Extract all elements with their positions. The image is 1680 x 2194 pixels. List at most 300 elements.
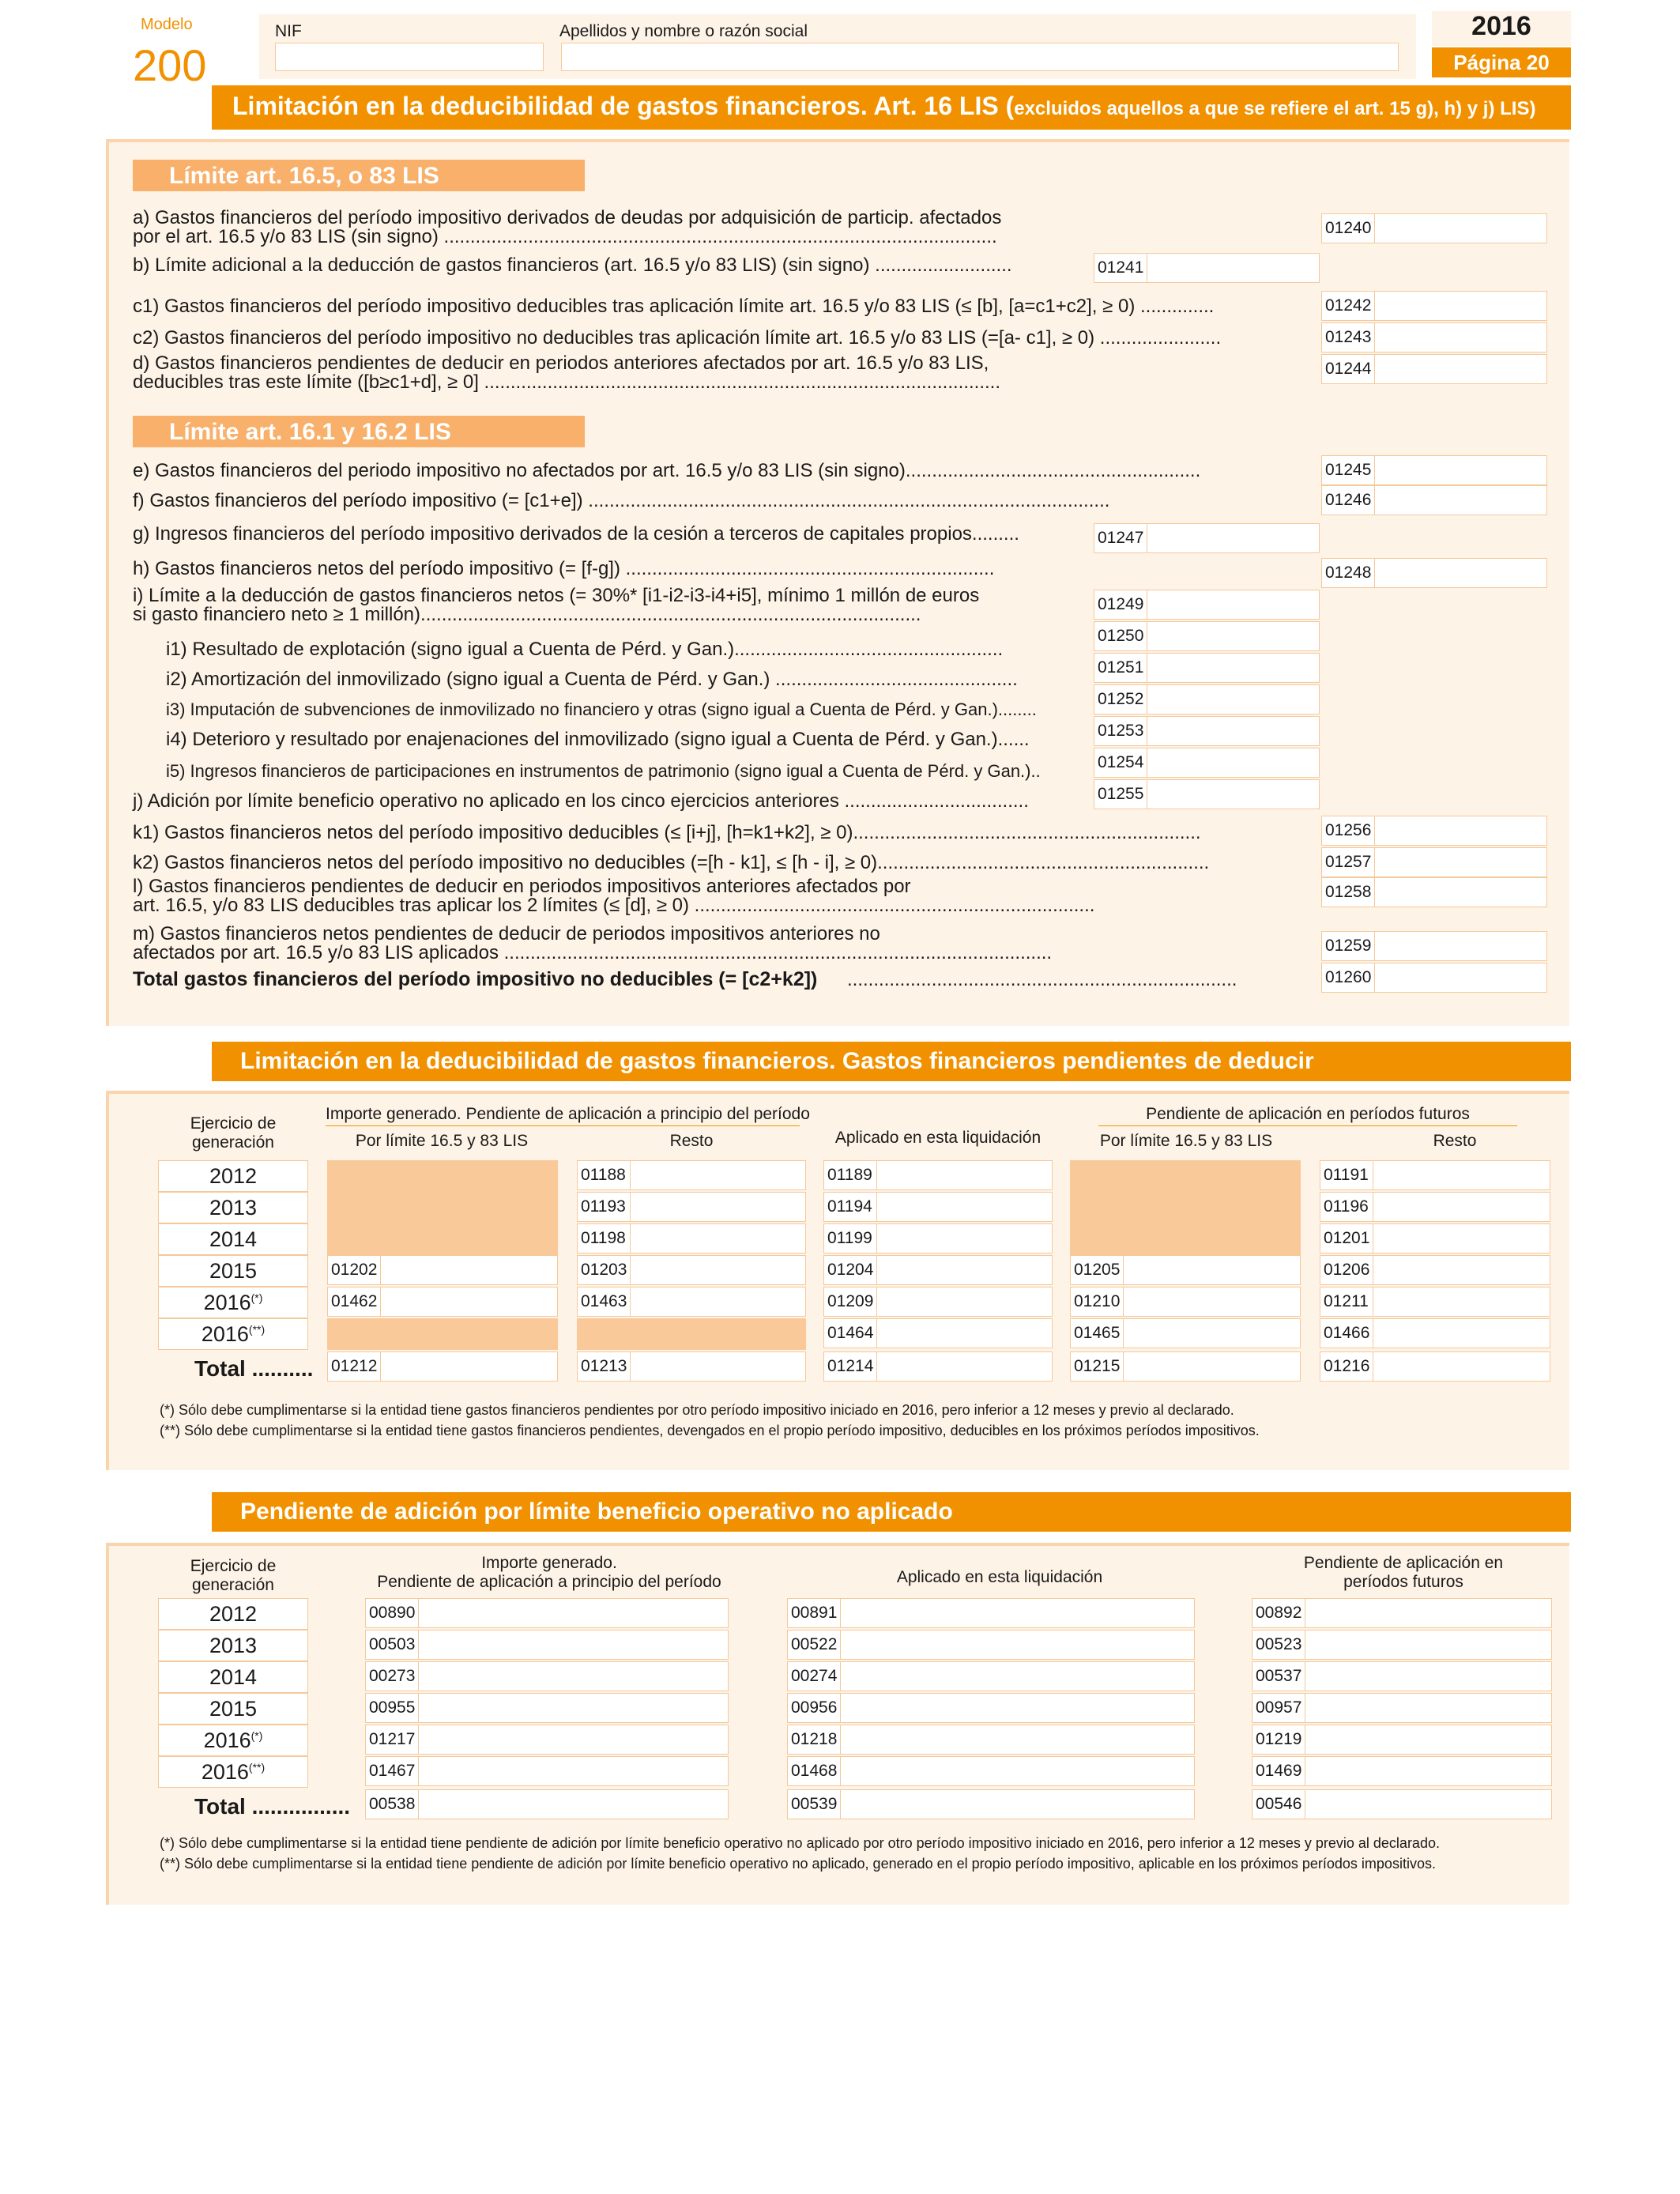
year-value: 2012 [209,1164,258,1188]
field-01214[interactable] [823,1351,1053,1382]
code-01465: 01465 [1074,1324,1121,1342]
code-01469: 01469 [1256,1762,1302,1780]
s3-generacion-header: generación [192,1576,274,1594]
field-00539[interactable] [787,1789,1195,1819]
row-label-d1: d) Gastos financieros pendientes de deducir en periodos anteriores afectados por art. 16.5 y/o 83 LIS, [133,352,989,374]
section3-title: Pendiente de adición por límite beneficio operativo no aplicado [240,1498,953,1525]
code-01216: 01216 [1324,1357,1370,1375]
value-cell[interactable] [1373,1352,1550,1381]
s3-total-label: Total ................ [194,1794,351,1819]
value-cell[interactable] [418,1630,728,1659]
code-01260: 01260 [1325,968,1372,986]
code-01198: 01198 [581,1229,626,1247]
field-00955[interactable] [365,1693,729,1723]
row-label-k1: k1) Gastos financieros netos del período impositivo deducibles (≤ [i+j], [h=k1+k2], ≥ 0).................................................................. [133,822,1201,843]
row-label-total-dots: .......................................................................... [847,969,1237,990]
year-value: 2015 [209,1697,258,1721]
row-label-ii1: i1) Resultado de explotación (signo igual a Cuenta de Pérd. y Gan.)................................................... [166,639,1004,660]
field-01465[interactable] [1070,1318,1301,1348]
field-01198[interactable] [577,1223,806,1253]
s2-importe-rule [326,1125,800,1126]
value-cell[interactable] [840,1694,1194,1722]
nif-label: NIF [275,22,302,40]
code-01462: 01462 [331,1292,378,1310]
name-input[interactable] [561,43,1399,71]
value-cell[interactable] [1147,590,1319,619]
year-mark: (*) [250,1729,263,1742]
value-cell[interactable] [1373,1287,1550,1316]
code-01206: 01206 [1324,1261,1370,1279]
field-00538[interactable] [365,1789,729,1819]
field-01245[interactable] [1321,455,1547,485]
code-01245: 01245 [1325,461,1372,479]
s3-ejercicio-header: Ejercicio de [190,1557,277,1575]
s3-note-1: (*) Sólo debe cumplimentarse si la entidad tiene pendiente de adición por límite beneficio operativo no aplicado por otro período impositivo iniciado en 2016, pero inferior a 12 meses y previo al declarado. [160,1835,1440,1851]
name-label: Apellidos y nombre o razón social [559,22,808,40]
s2-pendiente-header: Pendiente de aplicación en períodos futuros [1146,1105,1470,1123]
code-01205: 01205 [1074,1261,1121,1279]
code-01466: 01466 [1324,1324,1370,1342]
code-01242: 01242 [1325,296,1372,315]
year-mark: (*) [250,1291,263,1304]
code-01213: 01213 [581,1357,627,1375]
value-cell[interactable] [1147,685,1319,714]
s2-importe-header: Importe generado. Pendiente de aplicación a principio del período [326,1105,810,1123]
value-cell[interactable] [630,1256,805,1284]
value-cell[interactable] [876,1352,1052,1381]
code-01210: 01210 [1074,1292,1121,1310]
field-01467[interactable] [365,1756,729,1786]
row-label-total: Total gastos financieros del período impositivo no deducibles (= [c2+k2]) [133,968,818,990]
code-00892: 00892 [1256,1604,1302,1622]
code-00956: 00956 [791,1698,838,1717]
row-label-l1: l) Gastos financieros pendientes de deducir en periodos impositivos anteriores afectados por [133,876,911,897]
field-01248[interactable] [1321,558,1547,588]
row-label-g: g) Ingresos financieros del período impositivo derivados de la cesión a terceros de capitales propios......... [133,523,1019,545]
year-value: 2015 [209,1259,258,1283]
field-01216[interactable] [1320,1351,1550,1382]
value-cell[interactable] [1147,254,1319,282]
code-01240: 01240 [1325,219,1372,237]
code-01196: 01196 [1324,1197,1369,1216]
year-value: 2014 [209,1227,258,1251]
field-01209[interactable] [823,1287,1053,1317]
code-01254: 01254 [1098,753,1144,771]
field-01241[interactable] [1094,253,1320,283]
value-cell[interactable] [1373,1161,1550,1189]
section2-title: Limitación en la deducibilidad de gastos financieros. Gastos financieros pendientes de deducir [240,1048,1314,1074]
s2-shade-limite-2016 [327,1318,558,1350]
row-label-l2: art. 16.5, y/o 83 LIS deducibles tras aplicar los 2 límites (≤ [d], ≥ 0) ............................................................................ [133,895,1095,916]
s2-generacion-header: generación [192,1133,274,1152]
section1-title: Limitación en la deducibilidad de gastos financieros. Art. 16 LIS ( [232,92,1015,120]
field-01254[interactable] [1094,748,1320,778]
field-01251[interactable] [1094,653,1320,683]
code-01215: 01215 [1074,1357,1121,1375]
value-cell[interactable] [1123,1319,1300,1348]
code-01249: 01249 [1098,595,1144,613]
value-cell[interactable] [1123,1352,1300,1381]
value-cell[interactable] [1305,1725,1551,1754]
value-cell[interactable] [418,1599,728,1627]
year-2016-4 [158,1287,308,1318]
code-01201: 01201 [1324,1229,1370,1247]
year-2014 [158,1223,308,1255]
year-2016-4 [158,1725,308,1756]
value-cell[interactable] [1305,1694,1551,1722]
value-cell[interactable] [630,1287,805,1316]
year-value: 2013 [209,1634,258,1657]
s2-resto-header: Resto [669,1132,714,1150]
value-cell[interactable] [418,1757,728,1785]
code-01244: 01244 [1325,360,1372,378]
value-cell[interactable] [1147,780,1319,809]
year-value: 2016 [201,1760,249,1784]
value-cell[interactable] [1373,1319,1550,1348]
code-00539: 00539 [791,1795,838,1813]
year-mark: (**) [248,1761,266,1774]
value-cell[interactable] [418,1694,728,1722]
year-2016-5 [158,1318,308,1350]
s2-resto2-header: Resto [1433,1132,1477,1150]
value-cell[interactable] [1123,1256,1300,1284]
value-cell[interactable] [380,1352,557,1381]
year-2014 [158,1661,308,1693]
code-01203: 01203 [581,1261,627,1279]
field-00957[interactable] [1252,1693,1552,1723]
field-00537[interactable] [1252,1661,1552,1691]
code-01258: 01258 [1325,883,1372,901]
year-2012 [158,1598,308,1630]
field-00523[interactable] [1252,1630,1552,1660]
value-cell[interactable] [630,1224,805,1253]
value-cell[interactable] [1123,1287,1300,1316]
value-cell[interactable] [840,1790,1194,1819]
field-01246[interactable] [1321,485,1547,515]
value-cell[interactable] [876,1193,1052,1221]
field-01252[interactable] [1094,684,1320,714]
s2-note-1: (*) Sólo debe cumplimentarse si la entidad tiene gastos financieros pendientes por otro período impositivo iniciado en 2016, pero inferior a 12 meses y previo al declarado. [160,1402,1234,1418]
s2-shade-limite2 [1070,1160,1301,1255]
s2-ejercicio-header: Ejercicio de [190,1114,277,1133]
year-value: 2012 [209,1602,258,1626]
value-cell[interactable] [876,1319,1052,1348]
field-01210[interactable] [1070,1287,1301,1317]
year-2013 [158,1630,308,1661]
field-01462[interactable] [327,1287,558,1317]
value-cell[interactable] [1374,214,1546,243]
value-cell[interactable] [418,1662,728,1691]
field-01218[interactable] [787,1725,1195,1755]
field-01202[interactable] [327,1255,558,1285]
value-cell[interactable] [1374,963,1546,992]
field-01211[interactable] [1320,1287,1550,1317]
field-00956[interactable] [787,1693,1195,1723]
row-label-c2: c2) Gastos financieros del período impositivo no deducibles tras aplicación límite art. 16.5 y/o 83 LIS (=[a- c1], ≥ 0) ....................... [133,327,1222,349]
value-cell[interactable] [1305,1790,1551,1819]
row-label-h: h) Gastos financieros netos del período impositivo (= [f-g]) ...................................................................... [133,558,995,579]
field-01206[interactable] [1320,1255,1550,1285]
code-00522: 00522 [791,1635,838,1653]
row-label-i2: si gasto financiero neto ≥ 1 millón)............................................................................................... [133,604,921,625]
year-2015 [158,1693,308,1725]
field-01259[interactable] [1321,931,1547,961]
year-value: 2013 [209,1196,258,1220]
field-01191[interactable] [1320,1160,1550,1190]
year-2015 [158,1255,308,1287]
field-01257[interactable] [1321,847,1547,877]
section2-title-bar [212,1042,1571,1081]
code-00538: 00538 [369,1795,416,1813]
modelo-label: Modelo [141,16,193,33]
field-01244[interactable] [1321,354,1547,384]
value-cell[interactable] [840,1599,1194,1627]
s3-pendiente-header2: períodos futuros [1343,1573,1463,1591]
code-01248: 01248 [1325,564,1372,582]
code-00546: 00546 [1256,1795,1302,1813]
s3-note-2: (**) Sólo debe cumplimentarse si la entidad tiene pendiente de adición por límite beneficio operativo no aplicado, generado en el propio período impositivo, aplicable en los próximos períodos impositivos. [160,1856,1436,1872]
field-01193[interactable] [577,1192,806,1222]
code-01188: 01188 [581,1166,626,1184]
s3-importe-header2: Pendiente de aplicación a principio del período [377,1573,721,1591]
code-00273: 00273 [369,1667,416,1685]
year-value: 2016 [203,1291,251,1314]
value-cell[interactable] [1147,524,1319,552]
code-00891: 00891 [791,1604,838,1622]
code-01193: 01193 [581,1197,626,1216]
nif-input[interactable] [275,43,544,71]
code-01468: 01468 [791,1762,838,1780]
s3-aplicado-header: Aplicado en esta liquidación [896,1568,1103,1586]
value-cell[interactable] [840,1662,1194,1691]
field-01243[interactable] [1321,322,1547,352]
field-00891[interactable] [787,1598,1195,1628]
code-01463: 01463 [581,1292,627,1310]
value-cell[interactable] [630,1352,805,1381]
year-mark: (**) [248,1323,266,1336]
code-01251: 01251 [1098,658,1144,677]
field-01204[interactable] [823,1255,1053,1285]
code-00890: 00890 [369,1604,416,1622]
row-label-ii5: i5) Ingresos financieros de participaciones en instrumentos de patrimonio (signo igual a Cuenta de Pérd. y Gan.).. [166,761,1041,781]
field-01250[interactable] [1094,621,1320,651]
field-01213[interactable] [577,1351,806,1382]
code-01246: 01246 [1325,491,1372,509]
code-01250: 01250 [1098,627,1144,645]
value-cell[interactable] [1305,1662,1551,1691]
value-cell[interactable] [1374,932,1546,960]
field-00522[interactable] [787,1630,1195,1660]
value-cell[interactable] [1305,1630,1551,1659]
value-cell[interactable] [1305,1599,1551,1627]
code-01191: 01191 [1324,1166,1369,1184]
s2-note-2: (**) Sólo debe cumplimentarse si la entidad tiene gastos financieros pendientes, devengados en el propio período impositivo, deducibles en los próximos períodos impositivos. [160,1423,1260,1438]
value-cell[interactable] [380,1287,557,1316]
row-label-a2: por el art. 16.5 y/o 83 LIS (sin signo) ......................................................................................................... [133,226,997,247]
code-01259: 01259 [1325,937,1372,955]
value-cell[interactable] [1147,748,1319,777]
code-01204: 01204 [827,1261,874,1279]
row-label-e: e) Gastos financieros del periodo impositivo no afectados por art. 16.5 y/o 83 LIS (sin signo)........................................................ [133,460,1201,481]
field-01203[interactable] [577,1255,806,1285]
code-01202: 01202 [331,1261,378,1279]
code-01219: 01219 [1256,1730,1302,1748]
row-label-d2: deducibles tras este límite ([b≥c1+d], ≥ 0] .................................................................................................. [133,371,1001,393]
field-01247[interactable] [1094,523,1320,553]
section3-title-bar [212,1492,1571,1532]
value-cell[interactable] [1374,456,1546,484]
code-01243: 01243 [1325,328,1372,346]
field-01253[interactable] [1094,716,1320,746]
field-01469[interactable] [1252,1756,1552,1786]
field-01219[interactable] [1252,1725,1552,1755]
year-2012 [158,1160,308,1192]
code-01252: 01252 [1098,690,1144,708]
s2-pendiente-rule [1098,1125,1517,1126]
field-01255[interactable] [1094,779,1320,809]
value-cell[interactable] [418,1725,728,1754]
value-cell[interactable] [1374,816,1546,845]
field-01215[interactable] [1070,1351,1301,1382]
row-label-m2: afectados por art. 16.5 y/o 83 LIS aplicados ........................................................................................................ [133,942,1053,963]
value-cell[interactable] [630,1161,805,1189]
row-label-ii3: i3) Imputación de subvenciones de inmovilizado no financiero y otras (signo igual a Cuenta de Pérd. y Gan.)........ [166,699,1037,719]
field-01258[interactable] [1321,877,1547,907]
value-cell[interactable] [1373,1256,1550,1284]
row-label-m1: m) Gastos financieros netos pendientes de deducir de periodos impositivos anteriores no [133,923,880,944]
field-01199[interactable] [823,1223,1053,1253]
value-cell[interactable] [840,1725,1194,1754]
row-label-j: j) Adición por límite beneficio operativo no aplicado en los cinco ejercicios anteriores ................................... [133,790,1029,812]
code-01256: 01256 [1325,821,1372,839]
code-01209: 01209 [827,1292,874,1310]
subsection-16-1: Límite art. 16.1 y 16.2 LIS [133,416,585,447]
year-badge: 2016 [1432,11,1571,46]
row-label-b: b) Límite adicional a la deducción de gastos financieros (art. 16.5 y/o 83 LIS) (sin signo) .......................... [133,254,1012,276]
row-label-ii4: i4) Deterioro y resultado por enajenaciones del inmovilizado (signo igual a Cuenta de Pérd. y Gan.)...... [166,729,1030,750]
code-01247: 01247 [1098,529,1144,547]
row-label-c1: c1) Gastos financieros del período impositivo deducibles tras aplicación límite art. 16.5 y/o 83 LIS (≤ [b], [a=c1+c2], ≥ 0) .............. [133,296,1215,317]
value-cell[interactable] [876,1224,1052,1253]
value-cell[interactable] [1374,848,1546,876]
field-01194[interactable] [823,1192,1053,1222]
field-01188[interactable] [577,1160,806,1190]
field-01242[interactable] [1321,291,1547,321]
s2-limite2-header: Por límite 16.5 y 83 LIS [1099,1132,1273,1150]
row-label-a1: a) Gastos financieros del período impositivo derivados de deudas por adquisición de particip. afectados [133,207,1002,228]
code-01214: 01214 [827,1357,874,1375]
field-01217[interactable] [365,1725,729,1755]
code-01212: 01212 [331,1357,378,1375]
section1-title-small: excluidos aquellos a que se refiere el art. 15 g), h) y j) LIS) [1014,98,1536,119]
field-00273[interactable] [365,1661,729,1691]
field-00546[interactable] [1252,1789,1552,1819]
page-badge: Página 20 [1432,47,1571,77]
field-01212[interactable] [327,1351,558,1382]
code-00503: 00503 [369,1635,416,1653]
value-cell[interactable] [380,1256,557,1284]
value-cell[interactable] [1374,559,1546,587]
field-01256[interactable] [1321,816,1547,846]
row-label-k2: k2) Gastos financieros netos del período impositivo no deducibles (=[h - k1], ≤ [h - i], ≥ 0)............................................................... [133,852,1210,873]
value-cell[interactable] [876,1287,1052,1316]
code-00523: 00523 [1256,1635,1302,1653]
code-01211: 01211 [1324,1292,1369,1310]
field-01249[interactable] [1094,590,1320,620]
subsection-16-5: Límite art. 16.5, o 83 LIS [133,160,585,191]
code-01467: 01467 [369,1762,416,1780]
field-00503[interactable] [365,1630,729,1660]
value-cell[interactable] [1374,486,1546,515]
year-value: 2016 [201,1322,249,1346]
field-01189[interactable] [823,1160,1053,1190]
code-01255: 01255 [1098,785,1144,803]
value-cell[interactable] [418,1790,728,1819]
value-cell[interactable] [1374,355,1546,383]
year-value: 2014 [209,1665,258,1689]
year-2013 [158,1192,308,1223]
row-label-ii2: i2) Amortización del inmovilizado (signo igual a Cuenta de Pérd. y Gan.) .............................................. [166,669,1018,690]
value-cell[interactable] [1373,1193,1550,1221]
field-01463[interactable] [577,1287,806,1317]
s2-aplicado-header: Aplicado en esta liquidación [834,1129,1042,1147]
value-cell[interactable] [1147,622,1319,650]
code-01218: 01218 [791,1730,838,1748]
s2-shade-limite [327,1160,558,1255]
field-01464[interactable] [823,1318,1053,1348]
field-01240[interactable] [1321,213,1547,243]
value-cell[interactable] [1374,292,1546,320]
field-01201[interactable] [1320,1223,1550,1253]
code-01241: 01241 [1098,258,1144,277]
value-cell[interactable] [876,1256,1052,1284]
value-cell[interactable] [630,1193,805,1221]
value-cell[interactable] [1147,654,1319,682]
modelo-number: 200 [133,40,207,90]
code-01189: 01189 [827,1166,872,1184]
code-01253: 01253 [1098,722,1144,740]
field-01196[interactable] [1320,1192,1550,1222]
field-00274[interactable] [787,1661,1195,1691]
year-2016-5 [158,1756,308,1788]
section1-title-bar [212,85,1571,130]
s2-limite-header: Por límite 16.5 y 83 LIS [355,1132,529,1150]
value-cell[interactable] [1305,1757,1551,1785]
field-01466[interactable] [1320,1318,1550,1348]
code-00957: 00957 [1256,1698,1302,1717]
value-cell[interactable] [1374,878,1546,907]
s3-pendiente-header: Pendiente de aplicación en [1303,1554,1504,1572]
s2-shade-resto-2016 [577,1318,806,1350]
value-cell[interactable] [1373,1224,1550,1253]
code-00537: 00537 [1256,1667,1302,1685]
field-01260[interactable] [1321,963,1547,993]
value-cell[interactable] [1147,717,1319,745]
value-cell[interactable] [840,1630,1194,1659]
field-00892[interactable] [1252,1598,1552,1628]
code-01257: 01257 [1325,853,1372,871]
field-01468[interactable] [787,1756,1195,1786]
field-00890[interactable] [365,1598,729,1628]
row-label-i1: i) Límite a la deducción de gastos financieros netos (= 30%* [i1-i2-i3-i4+i5], mínimo 1 millón de euros [133,585,980,606]
value-cell[interactable] [840,1757,1194,1785]
s2-total-label: Total .......... [194,1356,314,1381]
field-01205[interactable] [1070,1255,1301,1285]
code-00955: 00955 [369,1698,416,1717]
value-cell[interactable] [876,1161,1052,1189]
value-cell[interactable] [1374,323,1546,352]
year-value: 2016 [203,1728,251,1752]
